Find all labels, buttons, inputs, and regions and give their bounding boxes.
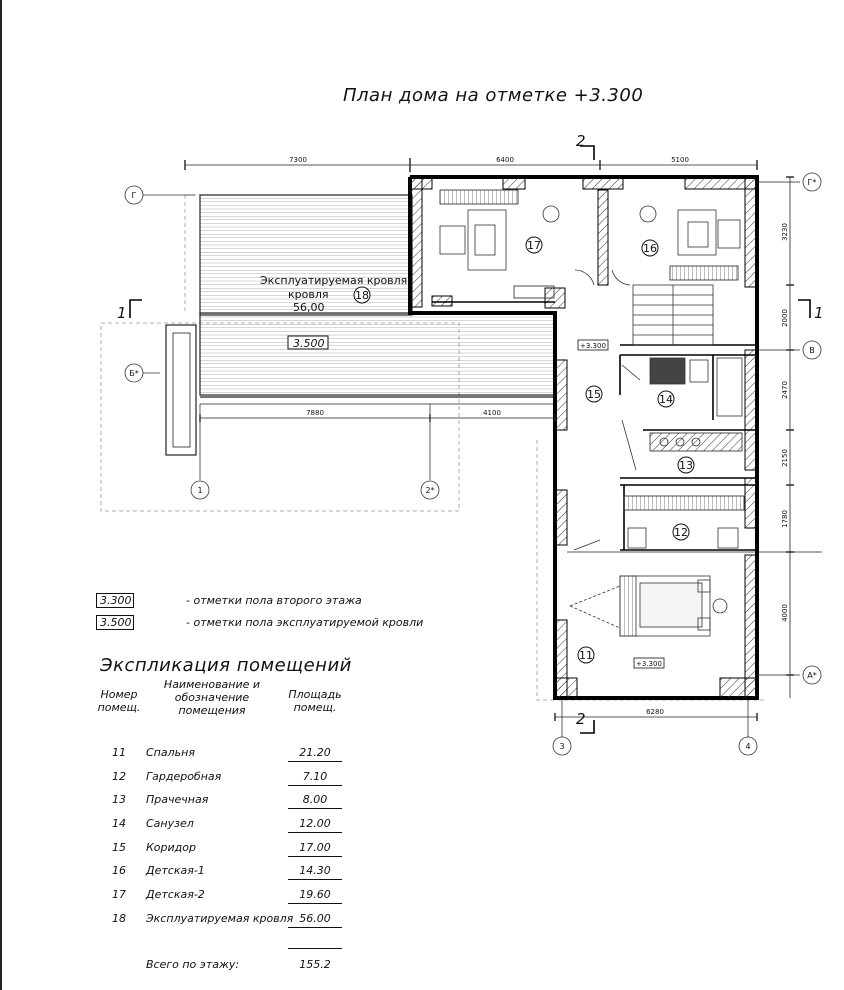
axis-label: Г*: [807, 178, 817, 187]
room-num: 16: [112, 864, 126, 878]
room-num: 13: [112, 793, 126, 807]
floor-level-mark: +3.300: [580, 342, 606, 350]
plan-title: План дома на отметке +3.300: [343, 85, 644, 106]
dimension-label: 7880: [306, 409, 324, 417]
room-name: Гардеробная: [146, 769, 222, 783]
explication-header: [96, 678, 356, 742]
room-num: 18: [112, 911, 126, 925]
legend-description: - отметки пола эксплуатируемой кровли: [186, 616, 424, 629]
axis-label: 4: [745, 742, 751, 751]
total-divider: [288, 948, 342, 949]
axis-label: 3: [559, 742, 565, 751]
roof-label-line2: кровля: [288, 288, 329, 301]
table-row: [96, 908, 356, 932]
legend-level-box: 3.500: [96, 615, 134, 630]
table-row: [96, 766, 356, 790]
room-area: 14.30: [299, 864, 331, 878]
dimension-label: 6280: [646, 708, 664, 716]
room-num: 14: [112, 817, 126, 831]
table-row: [96, 837, 356, 861]
room-name: Прачечная: [146, 793, 209, 807]
dimension-label: 3230: [781, 223, 789, 241]
table-row: [96, 813, 356, 837]
dimension-label: 2150: [781, 449, 789, 467]
room-area: 17.00: [299, 840, 331, 854]
section-label: 1: [117, 304, 127, 322]
room-area: 19.60: [299, 888, 331, 902]
dimension-label: 7300: [289, 156, 307, 164]
room-num: 12: [112, 769, 126, 783]
room-name: Эксплуатируемая кровля: [146, 911, 294, 925]
axis-label: Г: [131, 191, 137, 200]
room-name: Детская-1: [146, 864, 205, 878]
room-number: 15: [587, 388, 601, 401]
staircase: [633, 285, 713, 345]
room-number: 18: [355, 289, 369, 302]
axis-label: В: [809, 346, 815, 355]
axis-label: 2*: [425, 486, 435, 495]
room-num: 15: [112, 840, 126, 854]
room-name: Детская-2: [146, 888, 205, 902]
section-label: 2: [576, 132, 586, 150]
room-number: 14: [659, 393, 673, 406]
explication-title: Экспликация помещений: [100, 655, 352, 676]
dimension-label: 2470: [781, 381, 789, 399]
legend-level-box: 3.300: [96, 593, 134, 608]
header-area: Площадь помещ.: [288, 688, 342, 714]
room-number: 11: [579, 649, 593, 662]
axis-label: Б*: [129, 369, 139, 378]
legend-row: [96, 615, 424, 630]
room-number: 12: [674, 526, 688, 539]
axis-label: 1: [197, 486, 203, 495]
room-number: 17: [527, 239, 541, 252]
roof-label: Эксплуатируемая кровля: [260, 274, 408, 287]
room-area: 8.00: [302, 793, 328, 807]
roof-level-mark: 3.500: [293, 337, 325, 350]
table-row: [96, 860, 356, 884]
roof-area: 56,00: [293, 301, 325, 314]
room-area: 12.00: [299, 817, 331, 831]
room-explication: [96, 655, 356, 932]
table-row: [96, 884, 356, 908]
table-row: [96, 742, 356, 766]
total-label: Всего по этажу:: [146, 958, 240, 971]
room-name: Спальня: [146, 746, 195, 759]
room-name: Коридор: [146, 840, 196, 854]
axis-label: А*: [807, 671, 817, 680]
dimension-label: 1780: [781, 510, 789, 528]
table-row: [96, 789, 356, 813]
room-area: 21.20: [299, 746, 331, 759]
room-num: 17: [112, 888, 126, 902]
floor-level-mark: +3.300: [636, 660, 662, 668]
room-area: 56.00: [299, 911, 331, 925]
room-number: 16: [643, 242, 657, 255]
dimension-label: 5100: [671, 156, 689, 164]
legend-description: - отметки пола второго этажа: [186, 594, 362, 607]
dimension-label: 6400: [496, 156, 514, 164]
section-label: 1: [814, 304, 824, 322]
legend-row: [96, 593, 362, 608]
room-area: 7.10: [302, 769, 328, 783]
header-name: Наименование и обозначение помещения: [163, 678, 261, 717]
total-value: 155.2: [299, 958, 331, 971]
dimension-label: 4000: [781, 604, 789, 622]
section-label: 2: [576, 710, 586, 728]
room-number: 13: [679, 459, 693, 472]
dimension-label: 4100: [483, 409, 501, 417]
dimension-label: 2000: [781, 309, 789, 327]
header-number: Номер помещ.: [97, 688, 141, 714]
room-name: Санузел: [146, 817, 194, 831]
room-num: 11: [112, 746, 126, 759]
